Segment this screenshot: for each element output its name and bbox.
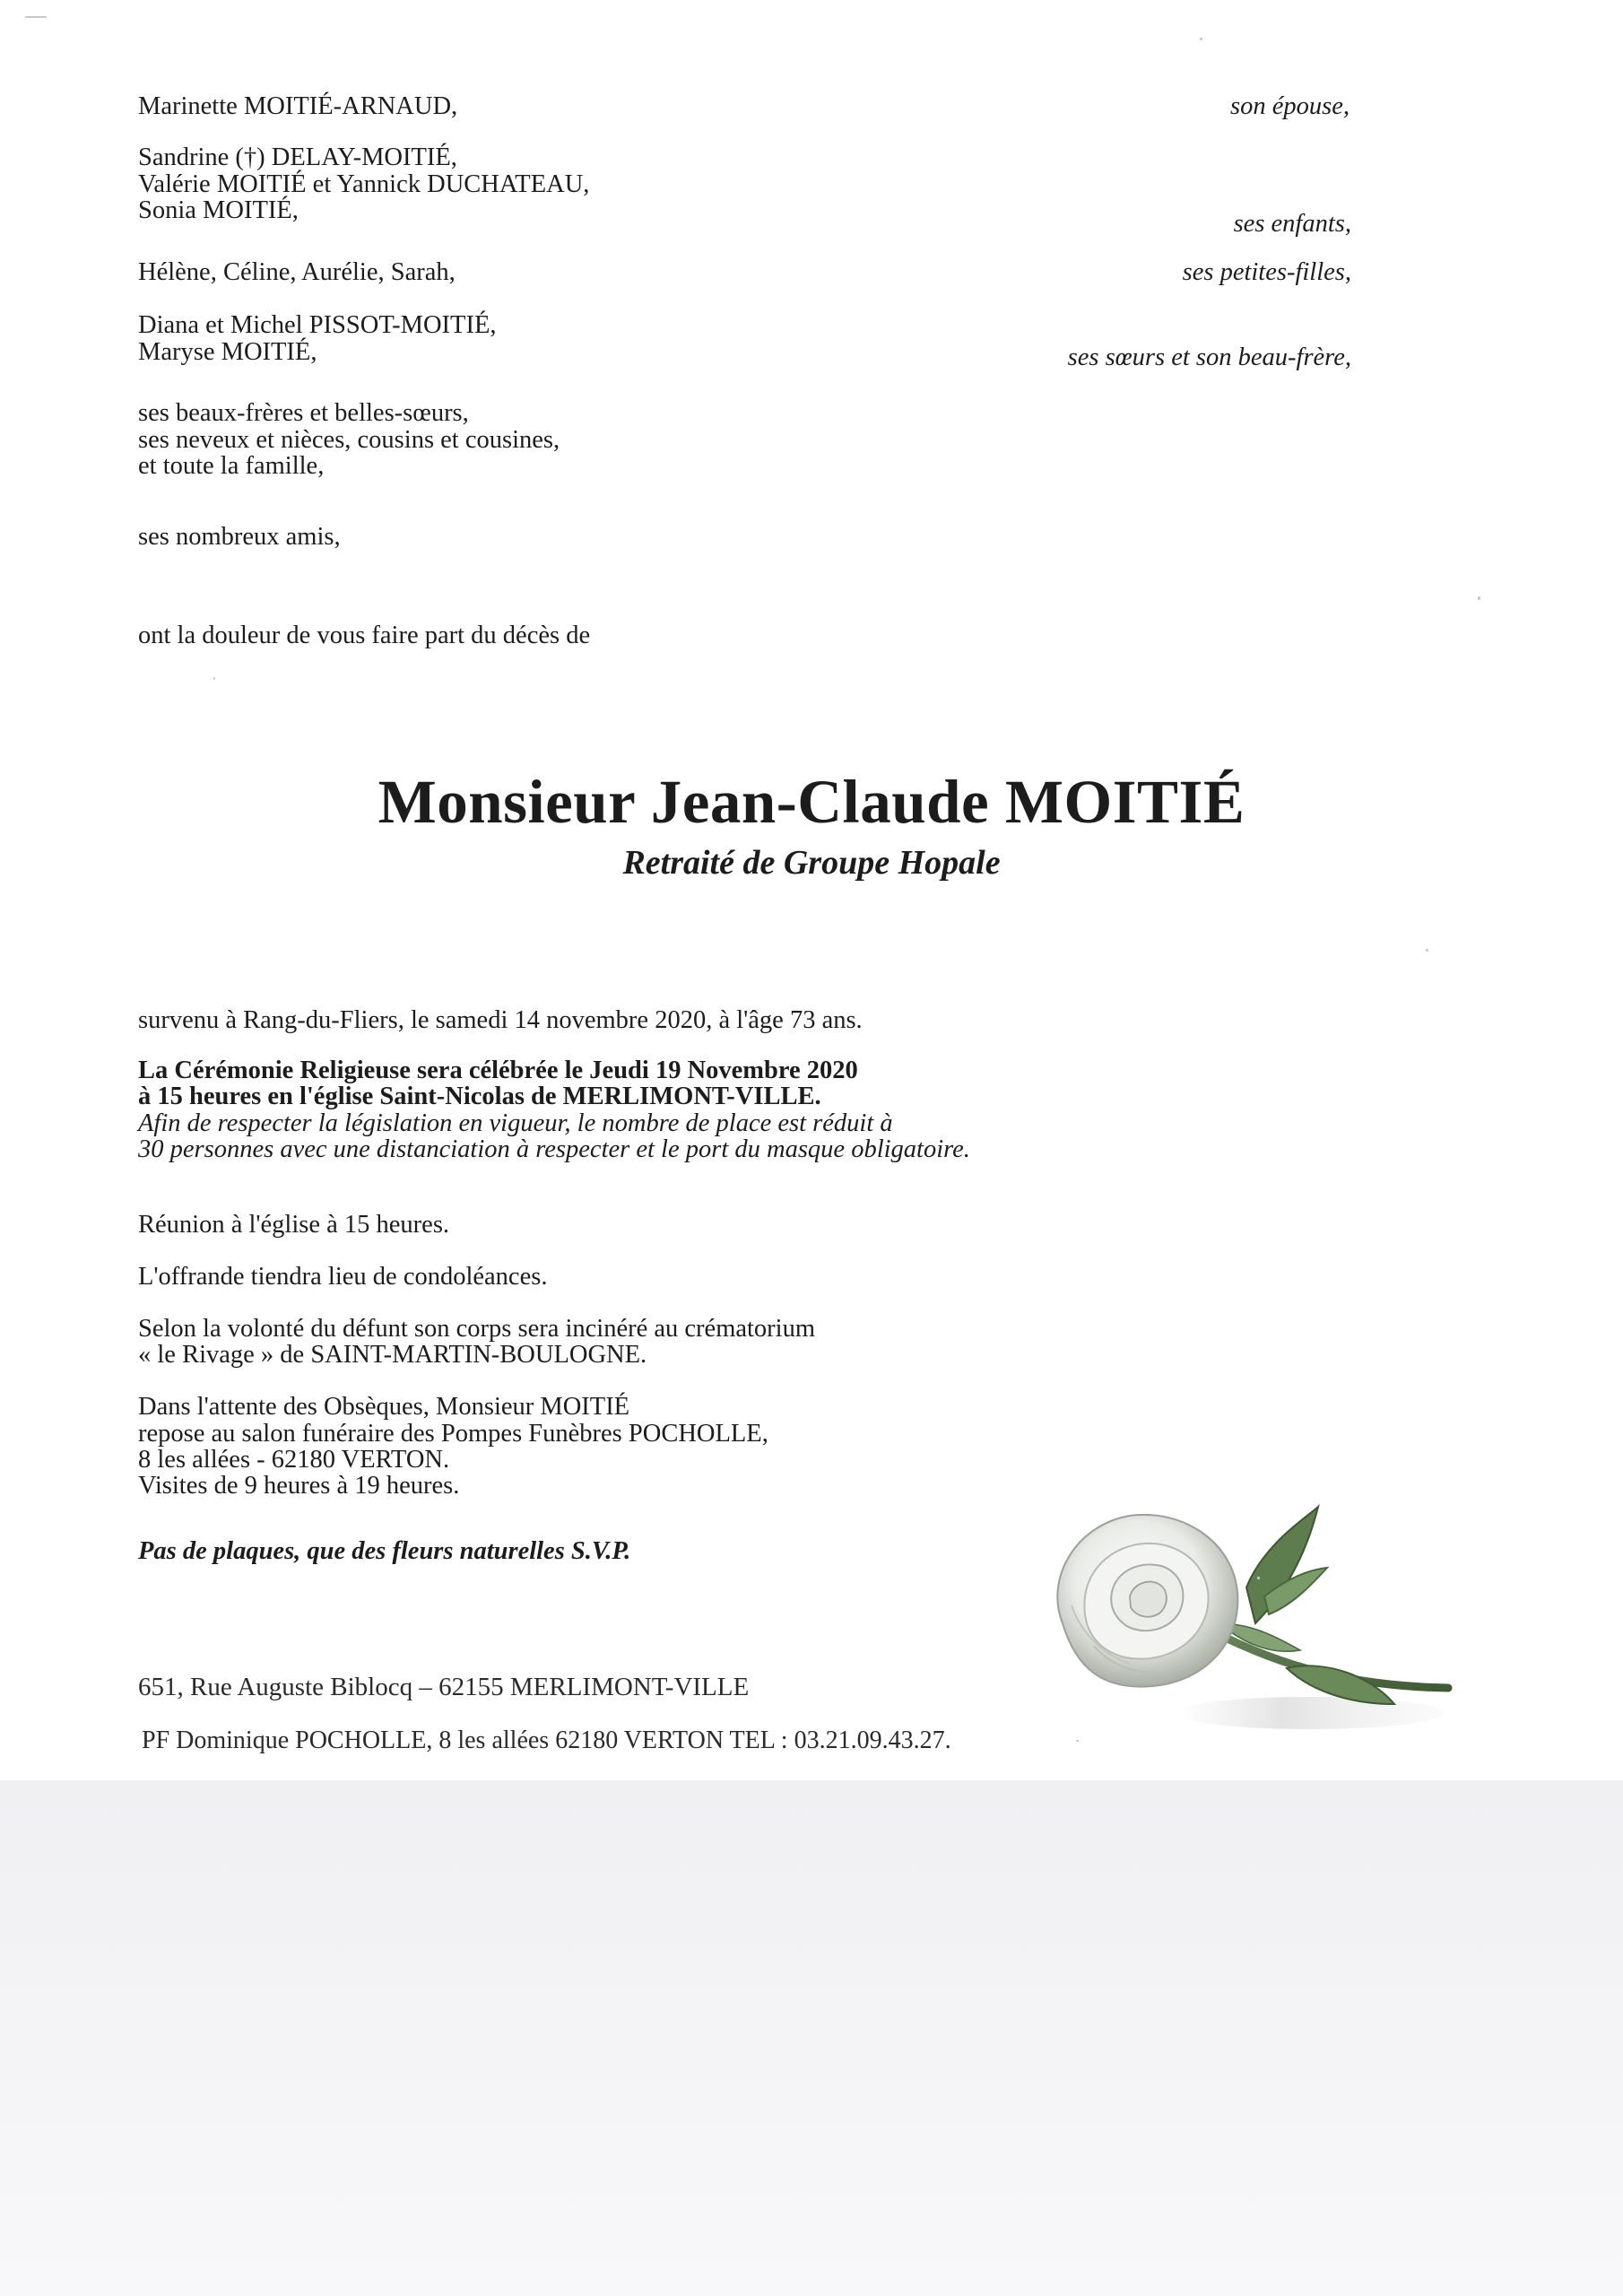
- deceased-name: Monsieur Jean-Claude MOITIÉ: [378, 768, 1245, 836]
- covid-notice-line: Afin de respecter la législation en vigueur, le nombre de place est réduit à: [138, 1109, 893, 1137]
- visitation-line: repose au salon funéraire des Pompes Funèbres POCHOLLE,: [138, 1420, 768, 1448]
- cremation-line: Selon la volonté du défunt son corps sera incinéré au crématorium: [138, 1315, 816, 1343]
- deceased-title: Retraité de Groupe Hopale: [622, 844, 1001, 882]
- child-line: Sonia MOITIÉ,: [138, 196, 299, 224]
- extended-family-line: ses beaux-frères et belles-sœurs,: [138, 399, 469, 427]
- white-rose-icon: [1040, 1489, 1453, 1749]
- spouse-relation: son épouse,: [1230, 92, 1350, 120]
- offering-line: L'offrande tiendra lieu de condoléances.: [138, 1263, 548, 1291]
- visitation-line: Dans l'attente des Obsèques, Monsieur MOITIÉ: [138, 1393, 630, 1421]
- child-line: Sandrine (†) DELAY-MOITIÉ,: [138, 144, 457, 171]
- ceremony-line: à 15 heures en l'église Saint-Nicolas de MERLIMONT-VILLE.: [138, 1083, 821, 1110]
- announcement-line: ont la douleur de vous faire part du décès de: [138, 622, 591, 649]
- friends-line: ses nombreux amis,: [138, 523, 341, 551]
- flowers-note: Pas de plaques, que des fleurs naturelles S.V.P.: [138, 1537, 631, 1565]
- scanner-background: [0, 1780, 1623, 2296]
- spouse-name: Marinette MOITIÉ-ARNAUD,: [138, 92, 458, 120]
- meeting-line: Réunion à l'église à 15 heures.: [138, 1211, 450, 1239]
- visitation-line: Visites de 9 heures à 19 heures.: [138, 1472, 460, 1500]
- death-line: survenu à Rang-du-Fliers, le samedi 14 novembre 2020, à l'âge 73 ans.: [138, 1006, 863, 1034]
- address-line: 651, Rue Auguste Biblocq – 62155 MERLIMONT-VILLE: [138, 1673, 750, 1701]
- granddaughters-relation: ses petites-filles,: [1182, 258, 1351, 286]
- sibling-line: Maryse MOITIÉ,: [138, 338, 317, 366]
- granddaughters-names: Hélène, Céline, Aurélie, Sarah,: [138, 258, 456, 286]
- child-line: Valérie MOITIÉ et Yannick DUCHATEAU,: [138, 170, 590, 198]
- visitation-line: 8 les allées - 62180 VERTON.: [138, 1446, 450, 1474]
- extended-family-line: et toute la famille,: [138, 452, 325, 480]
- funeral-home-line: PF Dominique POCHOLLE, 8 les allées 62180 VERTON TEL : 03.21.09.43.27.: [142, 1726, 951, 1754]
- cremation-line: « le Rivage » de SAINT-MARTIN-BOULOGNE.: [138, 1341, 647, 1369]
- siblings-relation: ses sœurs et son beau-frère,: [1067, 344, 1351, 371]
- covid-notice-line: 30 personnes avec une distanciation à respecter et le port du masque obligatoire.: [138, 1135, 970, 1163]
- ceremony-line: La Cérémonie Religieuse sera célébrée le Jeudi 19 Novembre 2020: [138, 1057, 858, 1084]
- sibling-line: Diana et Michel PISSOT-MOITIÉ,: [138, 311, 497, 339]
- children-relation: ses enfants,: [1233, 210, 1351, 238]
- extended-family-line: ses neveux et nièces, cousins et cousines,: [138, 426, 560, 454]
